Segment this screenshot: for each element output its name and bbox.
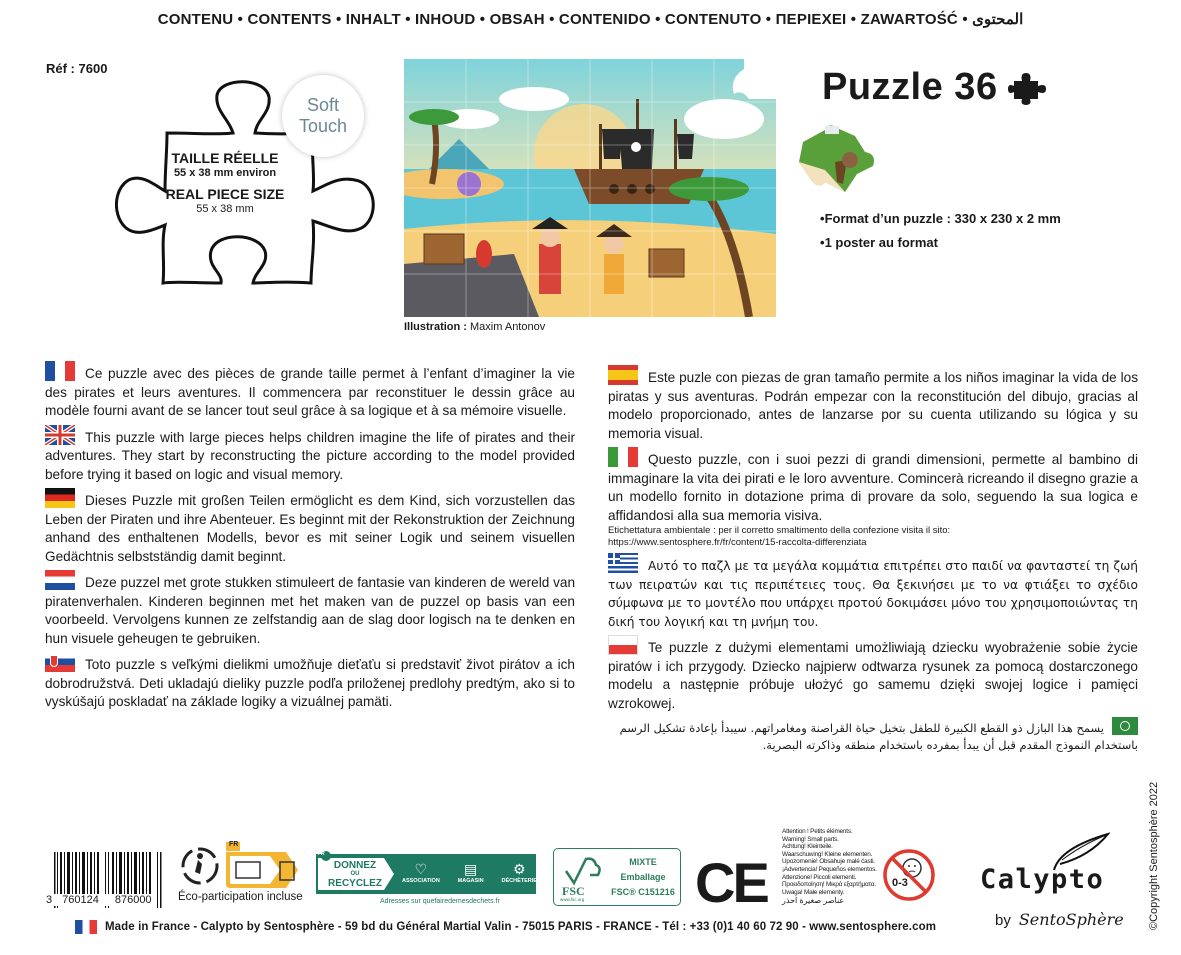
donnez-recyclez-banner: [312, 850, 540, 900]
description-nl: [45, 570, 575, 648]
age-warning-text: 0-3: [892, 877, 908, 889]
env-note-line1: Etichettatura ambientale : per il corretto smaltimento della confezione visita il sito:: [608, 525, 951, 536]
copyright-notice: ©Copyright Sentosphère 2022: [1148, 781, 1160, 930]
fsc-code: FSC® C151216: [611, 887, 675, 897]
triman-recycling-icon: [180, 842, 305, 892]
warning-el: Προειδοποίηση! Μικρά εξαρτήματα.: [782, 881, 876, 889]
warning-de: Achtung! Kleinteile.: [782, 843, 833, 851]
barcode-first-digit: 3: [46, 894, 53, 906]
description-pl: [608, 635, 1138, 713]
donnez-label: DONNEZ: [333, 860, 377, 871]
env-note-url: https://www.sentosphere.fr/fr/content/15-raccolta-differenziata: [608, 537, 867, 548]
no-children-under-3-icon: [882, 848, 936, 902]
footer-text: Made in France - Calypto by Sentosphère - 59 bd du Général Martial Valin - 75015 PARIS - FRANCE - Tél : +33 (0)1 40 60 72 90 - www.sentosphere.com: [105, 921, 937, 933]
netherlands-flag-icon: [45, 570, 75, 590]
description-sk: [45, 652, 575, 712]
barcode-group2: 876000: [114, 894, 152, 906]
brand-parent: SentoSphère: [1018, 910, 1124, 929]
soft-touch-line1: Soft: [306, 95, 340, 115]
slovakia-flag-icon: [45, 652, 75, 672]
pirate-scene-image-icon: [404, 59, 776, 317]
description-text: Toto puzzle s veľkými dielikmi umožňuje dieťaťu si predstaviť život pirátov a ich dobrodružstvá. Deti ukladajú dieliky puzzle podľa priloženej predlohy predtým, ako si to vyskúšajú poskladať na základe logiky a vizuálnej pamäti.: [45, 657, 575, 709]
fsc-website: www.fsc.org: [560, 897, 585, 902]
description-fr: [45, 361, 575, 421]
ou-label: OU: [350, 871, 360, 877]
france-flag-icon: [75, 920, 97, 934]
fsc-label: [553, 848, 681, 906]
brand-by: by: [995, 912, 1011, 929]
warning-en: Warning! Small parts.: [782, 835, 839, 843]
warning-it: Attenzione! Piccoli elementi.: [782, 873, 857, 881]
italy-flag-icon: [608, 447, 638, 467]
fsc-mix: MIXTE: [629, 857, 657, 867]
description-ar: [608, 717, 1138, 754]
real-size-en-title: REAL PIECE SIZE: [165, 186, 285, 202]
eco-fr-tag: FR: [229, 841, 239, 848]
option-association: ♡ ASSOCIATION: [402, 861, 440, 884]
description-text: Αυτό το παζλ με τα μεγάλα κομμάτια επιτρέπει στο παιδί να φανταστεί τη ζωή των πειρατών και τις περιπέτειες τους. Θα ξεκινήσει με το να φτιάξει το σχέδιο σύμφωνα με το μοντέλο που υπάρχει προτού δοκιμάσει μόνο του χρησιμοποιώντας τη δική του λογική και τη μνήμη του.: [608, 559, 1138, 629]
spec-poster: • 1 poster au format: [820, 231, 1061, 255]
spec-puzzle-format: • Format d’un puzzle : 330 x 230 x 2 mm: [820, 207, 1061, 231]
france-flag-icon: [45, 361, 75, 381]
greece-flag-icon: [608, 553, 638, 573]
real-size-en-value: 55 x 38 mm: [196, 203, 254, 215]
pirate-puzzle-illustration: [404, 59, 776, 317]
description-text: Ce puzzle avec des pièces de grande taille permet à l’enfant d’imaginer la vie des pirates et leurs aventures. Il commencera par reconstituer le dessin grâce au modèle fourni avant de se lancer tout seul grâce à sa logique et à sa mémoire visuelle.: [45, 366, 575, 418]
fsc-type: Emballage: [620, 872, 666, 882]
description-es: [608, 365, 1138, 443]
warning-ar: عناصر صغيرة احذر: [782, 896, 845, 906]
piece-size-text: [150, 150, 300, 216]
fsc-brand: FSC: [562, 884, 585, 898]
option-decheterie: ⚙ DÉCHÈTERIE: [501, 861, 537, 884]
product-title: [822, 66, 1052, 109]
recycling-center-icon: ⚙: [512, 861, 526, 877]
small-parts-warning: [782, 828, 877, 906]
age-warning: [882, 848, 936, 902]
description-text: يسمح هذا البازل ذو القطع الكبيرة للطفل بتخيل حياة القراصنة ومغامراتهم. سيبدأ بإعادة تشكيل الرسم باستخدام النموذج المقدم قبل أن يبدأ بمفرده باستخدام منطقه وذاكرته البصرية.: [619, 721, 1138, 752]
barcode-number: [46, 894, 152, 906]
barcode-group1: 760124: [62, 894, 99, 906]
italian-environmental-label: [608, 525, 1138, 549]
contents-language-strip: CONTENU • CONTENTS • INHALT • INHOUD • OBSAH • CONTENIDO • CONTENUTO • ΠΕΡΙΕΧΕΙ • ZAWARTOŚĆ • المحتوى: [157, 11, 1024, 28]
description-text: Te puzzle z dużymi elementami umożliwiają dziecku wyobrażenie sobie życie piratów i ich przygody. Dziecko najpierw odtwarza rysunek za pomocą dostarczonego modelu a następnie próbuje ułożyć go samemu dzięki swojej logice i pamięci wzrokowej.: [608, 640, 1138, 711]
real-size-fr-title: TAILLE RÉELLE: [171, 150, 279, 166]
recyclez-label: RECYCLEZ: [328, 878, 382, 889]
description-text: Deze puzzel met grote stukken stimuleert de fantasie van kinderen de wereld van piratenverhalen. Kinderen beginnen met het maken van de puzzel op basis van een voorbeeld. Vervolgens kunnen ze zelfstandig aan de slag door logisch na te denken en hun visuele geheugen te gebruiken.: [45, 575, 575, 646]
descriptions-left-column: [45, 361, 575, 716]
description-de: [45, 488, 575, 566]
description-en: [45, 425, 575, 485]
description-text: Este puzle con piezas de gran tamaño permite a los niños imaginar la vida de los piratas y sus aventuras. Podrán empezar con la reconstitución del dibujo, gracias al modelo proporcionado, antes de lanzarse por su cuenta utilizando su lógica y su memoria visual.: [608, 370, 1138, 441]
reference-number: Réf : 7600: [46, 61, 108, 76]
ce-mark: CE: [695, 851, 767, 914]
illustrator-name: Maxim Antonov: [470, 321, 546, 333]
description-text: Questo puzzle, con i suoi pezzi di grandi dimensioni, permette al bambino di immaginare la vita dei pirati e le loro avventure. Comincerà ricreando il disegno grazie a un modello fornito in dotazione prima di provare da solo, seguendo la sua logica e affidandosi alla sua memoria visiva.: [608, 452, 1138, 523]
puzzle-piece-icon: [1008, 71, 1052, 105]
description-text: Dieses Puzzle mit großen Teilen ermöglicht es dem Kind, sich vorzustellen das Leben der Piraten und ihre Abenteuer. Es beginnt mit der Rekonstruktion der Zeichnung anhand des enthaltenen Modells, bevor es mit seiner Logik und seinem visuellen Gedächtnis selbstständig damit beginnt.: [45, 493, 575, 564]
description-it: [608, 447, 1138, 549]
descriptions-right-column: [608, 365, 1138, 758]
warning-nl: Waarschuwing! Kleine elementen.: [782, 850, 873, 858]
footer-address: [75, 920, 936, 934]
poland-flag-icon: [608, 635, 638, 655]
product-title-text: Puzzle 36: [822, 66, 998, 108]
store-icon: ▤: [464, 861, 478, 877]
loose-puzzle-piece-image: [795, 122, 880, 194]
eco-participation-label: Éco-participation incluse: [178, 891, 303, 903]
description-text: This puzzle with large pieces helps children imagine the life of pirates and their adventures. They start by reconstructing the picture according to the model provided before trying it based on logic and visual memory.: [45, 429, 575, 482]
illustration-credit-label: Illustration :: [404, 321, 467, 333]
brand-name: Calypto: [980, 864, 1105, 895]
uk-flag-icon: [45, 425, 75, 445]
arab-league-flag-icon: [1112, 717, 1138, 735]
spain-flag-icon: [608, 365, 638, 385]
illustration-credit: [404, 321, 545, 333]
warning-sk: Upozornenie! Obsahuje malé časti.: [782, 858, 875, 866]
product-specs: [820, 207, 1061, 255]
loose-piece-icon: [795, 122, 880, 194]
real-size-fr-value: 55 x 38 mm environ: [173, 167, 277, 179]
warning-fr: Attention ! Petits éléments.: [782, 828, 853, 835]
recycle-fr-tag: FR: [318, 851, 325, 857]
warning-pl: Uwaga! Małe elementy.: [782, 888, 845, 896]
heart-hand-icon: ♡: [414, 861, 428, 877]
calypto-brand-logo: [980, 832, 1124, 942]
description-el: [608, 553, 1138, 631]
recycle-address: Adresses sur quefairedemesdechets.fr: [380, 898, 500, 905]
germany-flag-icon: [45, 488, 75, 508]
soft-touch-badge: [282, 75, 364, 157]
warning-es: ¡Advertencia! Pequeños elementos.: [782, 865, 877, 873]
soft-touch-line2: Touch: [298, 116, 348, 136]
option-magasin: ▤ MAGASIN: [457, 861, 484, 884]
